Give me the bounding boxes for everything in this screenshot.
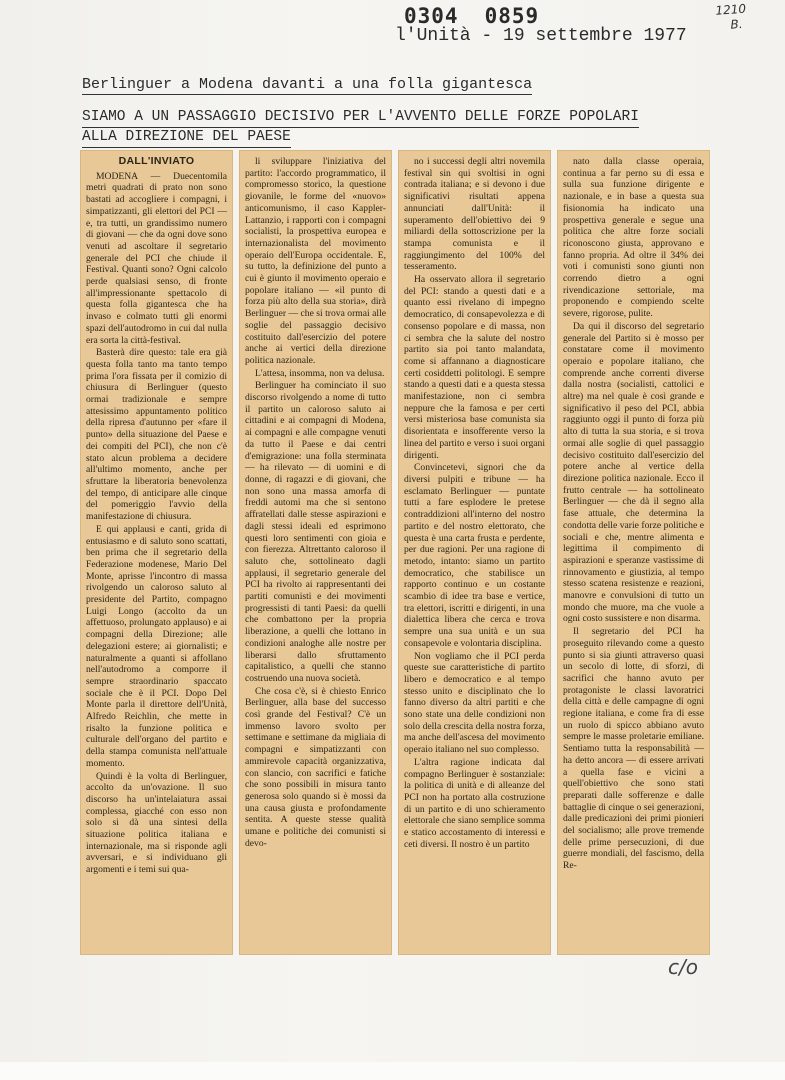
headline-line-2: ALLA DIREZIONE DEL PAESE xyxy=(82,128,291,148)
paragraph: li sviluppare l'iniziativa del partito: l'accordo programmatico, il compromesso storico, la questione giovanile, le forme del «nuovo» anticomunismo, il caso Kappler-Lattanzio, i rapporti con i compagni socialisti, la prospettiva europea e internazionalista del movimento operaio dell'Europa occidentale. E, su tutto, la definizione del punto a cui è giunto il movimento operaio e popolare italiano — «il punto di forza più alto della sua storia», dirà Berlinguer — che si trova ormai alle soglie del passaggio decisivo costituito dall'esercizio del potere anche ai vertici della direzione politica nazionale. xyxy=(245,156,386,366)
paragraph: Da qui il discorso del segretario generale del Partito si è mosso per constatare come il movimento operaio e popolare italiano, che comprende anche correnti diverse dalla nostra (socialisti, cattolici e altre) ma nel quale è così grande e significativo il peso del PCI, abbia raggiunto oggi il punto di forza più alto di tutta la sua storia, e si trova ormai alle soglie di quel passaggio decisivo costituito dall'esercizio del potere anche al vertice della direzione politica nazionale. Ecco il frutto centrale — ha sottolineato Berlinguer — che dà il segno alla fase attuale, che determina la condotta delle varie forze politiche e sociali e che, mentre alimenta e legittima il compimento di aspirazioni e speranze vastissime di rinnovamento e giustizia, al tempo stesso scatena resistenze e reazioni, manovre e convulsioni di tutto un mondo che muore, ma che vuole a ogni costo sussistere e non disarma. xyxy=(563,320,704,625)
paragraph: L'altra ragione indicata dal compagno Berlinguer è sostanziale: la politica di unità e di alleanze del PCI non ha portato alla costruzione di un partito e di uno schieramento elettorale che siano semplice somma e statico accostamento di interessi e ceti diversi. Il nostro è un partito xyxy=(404,756,545,850)
paragraph: Quindi è la volta di Berlinguer, accolto da un'ovazione. Il suo discorso ha un'intelaiatura assai complessa, giacché con esso non solo si dà una sintesi della situazione politica italiana e internazionale, ma si risponde agli avversari, e si individuano gli argomenti e i temi sui qua- xyxy=(86,770,227,876)
archive-stamp xyxy=(404,4,565,28)
article-kicker: Berlinguer a Modena davanti a una folla gigantesca xyxy=(82,76,533,93)
newspaper-clipping xyxy=(80,150,710,955)
handwritten-note-line1: 1210 xyxy=(715,1,747,18)
paragraph: Convincetevi, signori che da diversi pulpiti e tribune — ha esclamato Berlinguer — puntate tutti a fare esplodere le pretese contraddizioni all'interno del nostro partito e del nostro elettorato, che questa è una carta frusta e perdente, per due ragioni. Per una ragione di metodo, intanto: siamo un partito democratico, che stabilisce un rapporto continuo e un costante scambio di idee tra base e vertice, tra elettori, iscritti e dirigenti, in una dialettica libera che cerca e trova sempre una sua unità e un sua consapevole e volontaria disciplina. xyxy=(404,462,545,649)
article-column-4 xyxy=(557,150,710,955)
page-mark: c/o xyxy=(668,955,698,979)
paragraph: MODENA — Duecentomila metri quadrati di prato non sono bastati ad accogliere i compagni, i simpatizzanti, gli elettori del PCI — e, tra tutti, un grandissimo numero di giovani — che da ogni dove sono venuti ad ascoltare il segretario generale del PCI che chiude il Festival. Quanti sono? Ogni calcolo perde qualsiasi senso, di fronte all'impressionante spettacolo di questa folla gigantesca che ha invaso e colmato tutti gli enormi spazi dell'autodromo in cui dal nulla era sorta la città-festival. xyxy=(86,170,227,346)
scan-bottom-edge xyxy=(0,1062,785,1080)
archive-number-2: 0859 xyxy=(484,4,540,28)
paragraph: Il segretario del PCI ha proseguito rilevando come a questo punto si sia giunti attraverso quasi un secolo di lotte, di sforzi, di sacrifici che hanno avuto per protagoniste le classi lavoratrici della città e delle campagne di ogni regione italiana, e come fra di esse un ruolo di spicco abbiano avuto sempre le masse proletarie emiliane. Sentiamo tutta la responsabilità — ha detto ancora — di essere arrivati a quella fase e vicini a quell'obiettivo che sono stati preparati dalle sofferenze e dalle battaglie di cinque o sei generazioni, dalle predicazioni dei primi pionieri del socialismo; alle prove tremende delle prime persecuzioni, di due guerre mondiali, del fascismo, della Re- xyxy=(563,626,704,872)
article-column-3 xyxy=(398,150,551,955)
paragraph: Che cosa c'è, si è chiesto Enrico Berlinguer, alla base del successo così grande del Festival? C'è un immenso lavoro svolto per settimane e settimane da migliaia di compagni e simpatizzanti con ammirevole capacità organizzativa, con slancio, con sacrifici e fatiche che sono possibili in misura tanto generosa solo quando si è mossi da una causa giusta e profondamente sentita. A queste stesse qualità umane e politiche dei comunisti si devo- xyxy=(245,685,386,849)
paragraph: Berlinguer ha cominciato il suo discorso rivolgendo a nome di tutto il partito un caloroso saluto ai cittadini e ai compagni di Modena, ai compagni e alle compagne venuti da tutto il Paese e dai centri d'emigrazione: una folla sterminata — ha rilevato — di uomini e di donne, di ragazzi e di giovani, che non sono una massa amorfa di freddi automi ma che si sentono affratellati dalle stesse aspirazioni e dagli stessi ideali ed esprimono questi loro sentimenti con gioia e con fierezza. Altrettanto caloroso il saluto che, sottolineato dagli applausi, il segretario generale del PCI ha rivolto ai rappresentanti dei partiti comunisti e dei movimenti progressisti di tanti Paesi: da quelli che combattono per la propria liberazione, a quelli che lottano in condizioni analoghe alle nostre per liberarsi dallo sfruttamento capitalistico, a quelli che stanno costruendo una nuova società. xyxy=(245,380,386,684)
headline-line-1: SIAMO A UN PASSAGGIO DECISIVO PER L'AVVENTO DELLE FORZE POPOLARI xyxy=(82,108,639,128)
paragraph: E qui applausi e canti, grida di entusiasmo e di saluto sono scattati, ben prima che il segretario della Federazione modenese, Mario Del Monte, aprisse l'incontro di massa rivolgendo un caloroso saluto al presidente del Partito, compagno Luigi Longo (accolto da un affettuoso, prolungato applauso) e ai compagni della Direzione; alle delegazioni estere; ai giornalisti; e naturalmente a quanti si affollano nell'autodromo a comporre il sempre straordinario spaccato sociale che è il PCI. Dopo Del Monte parla il direttore dell'Unità, Alfredo Reichlin, che mette in risalto la funzione politica e culturale dell'organo del partito e della stampa comunista nell'attuale momento. xyxy=(86,523,227,769)
article-headline xyxy=(82,108,702,148)
paragraph: Ha osservato allora il segretario del PCI: stando a questi dati e a quanto essi rivelano di impegno democratico, di consapevolezza e di consenso popolare e di massa, non ci sembra che la salute del nostro partito sia poi tanto malandata, come si affannano a diagnosticare certi cosiddetti politologi. E sempre stando a questi dati e a questa stessa manifestazione, non ci sembra neppure che la famosa e per certi versi misteriosa base comunista sia disorientata e insofferente verso la linea del partito e verso i suoi organi dirigenti. xyxy=(404,274,545,461)
byline: DALL'INVIATO xyxy=(118,155,195,167)
handwritten-note-line2: B. xyxy=(730,16,744,32)
archive-number-1: 0304 xyxy=(404,4,459,28)
paragraph: nato dalla classe operaia, continua a far perno su di essa e sulla sua funzione dirigente e nazionale, e in base a questa sua fisionomia ha indicato una prospettiva generale e segue una politica che altre forze sociali riconoscono giusta, approvano e fanno propria. Ad oltre il 34% dei voti i comunisti sono giunti non correndo dietro a ogni rivendicazione settoriale, ma proponendo e compiendo scelte severe, rigorose, pulite. xyxy=(563,156,704,320)
paragraph: Basterà dire questo: tale era già questa folla tanto ma tanto tempo prima l'ora fissata per il comizio di chiusura di Berlinguer (questo ormai tradizionale e sempre attesissimo appuntamento politico della ripresa d'autunno per «fare il punto» della situazione del Paese e dei compiti del PCI), che non c'è stato alcun problema a decidere all'ultimo momento, anche per sfruttare la liberatoria benevolenza del tempo, di anticipare alle cinque del pomeriggio l'avvio della manifestazione di chiusura. xyxy=(86,347,227,523)
paragraph: no i successi degli altri novemila festival sin qui svoltisi in ogni contrada italiana; e si devono i due significativi risultati appena annunciati dall'Unità: il superamento dell'obiettivo dei 9 miliardi della sottoscrizione per la stampa comunista e il raggiungimento del 100% del tesseramento. xyxy=(404,156,545,273)
paragraph: Non vogliamo che il PCI perda queste sue caratteristiche di partito libero e democratico e al tempo stesso unito e disciplinato che lo fanno diverso da altri partiti e che sono state una delle condizioni non solo della crescita della nostra forza, ma anche dell'ascesa del movimento operaio italiano nel suo complesso. xyxy=(404,650,545,756)
article-column-1 xyxy=(80,150,233,955)
handwritten-note xyxy=(715,0,767,33)
article-column-2 xyxy=(239,150,392,955)
paragraph: L'attesa, insomma, non va delusa. xyxy=(255,367,385,379)
source-line: l'Unità - 19 settembre 1977 xyxy=(395,26,687,46)
